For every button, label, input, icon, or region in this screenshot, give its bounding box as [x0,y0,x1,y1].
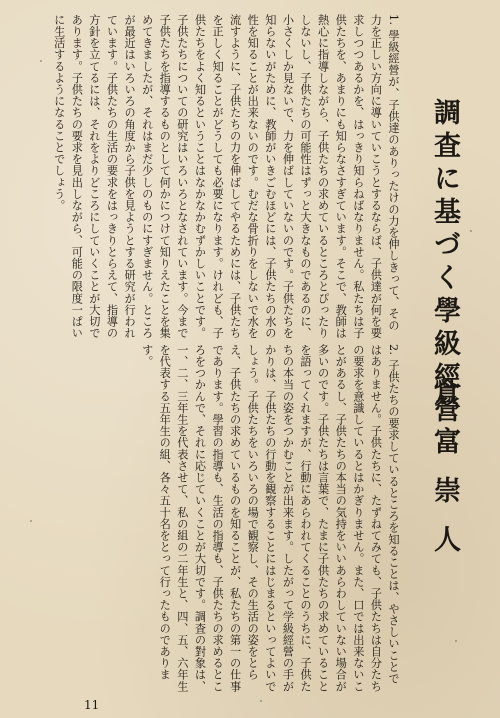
section-2-text: 2. 子供たちの要求しているところを知ることは、やさしいことではありません。子供たちに、たずねてみても、子供たちは自分たちの要求を意識しているとはかぎりません。また、口では出来ないことがあるし、子供たちの本当の気持をいいあらわしていない場合が多いのです。子供たちは言葉で、たまに子供たちの求めていることを語ってくれますが、行動にあらわれてくることのうちに、子供たちの本当の姿をつかむことが出来ます。したがって学級經營の手がかりは、子供たちの行動を観察することにはじまるといってよいでしょう。子供たちをいろいろの場で観察し、その生活の姿をとらえ、子供たちの求めているものを知ることが、私たちの第一の仕事であります。學習の指導も、生活の指導も、子供たちの求めるところをつかんで、それに応じていくことが大切です。調査の對象は、一、二、三年生を代表させて、私の組の二年生と、四、五、六年生を代表する五年生の組、各々五十名をとって行ったものであります。 [140,344,400,692]
article-title: 調査に基づく學級經營 [429,98,460,428]
paper-speck [455,640,457,642]
paper-speck [470,230,472,232]
author-name: 倉富崇人 [429,378,460,574]
paper-speck [40,60,42,62]
page-number: 11 [84,698,100,712]
section-1-text: 1. 學級經營が、子供達のありったけの力を伸しきって、その力を正しい方向に導いていこうとするならば、子供達が何を要求しつつあるかを、はっきり知らねばなりません。私たちは子供たちを、あまりにも知らなさすぎています。そこで、教師は熱心に指導しながら、子供たちの求めているところとぴったりしないし、子供たちの可能性はずっと大きなものであるのに、小さくしか見ないで、力を伸ばしていないのです。子供たちを知らないがために、教師がいきごむほどには、子供たちの水の性を知ることが出来ないのです。むだな骨折りをしないで水を流すように、子供たちの力を伸ばしてやるためには、子供たちを正しく知ることがどうしても必要になります。けれども、子供たちをよく知るということはなかなかむずかしいことです。子供たちについての研究はいろいろとなされています。今まで子供たちを指導するものとして何かにつけて知りえたことを集めてきましたが、それはまだ少しのものにすぎません。ところが最近はいろいろの角度から子供を見ようとする研究が行われています。子供たちの生活の要求をはっきりとらえて、指導の方針を立てるには、それをよりどころにしていくことが大切であります。子供たちの要求を見出しながら、可能の限度一ぱいに生活するようになることでしょう。 [52,14,400,339]
paper-speck [260,700,262,702]
